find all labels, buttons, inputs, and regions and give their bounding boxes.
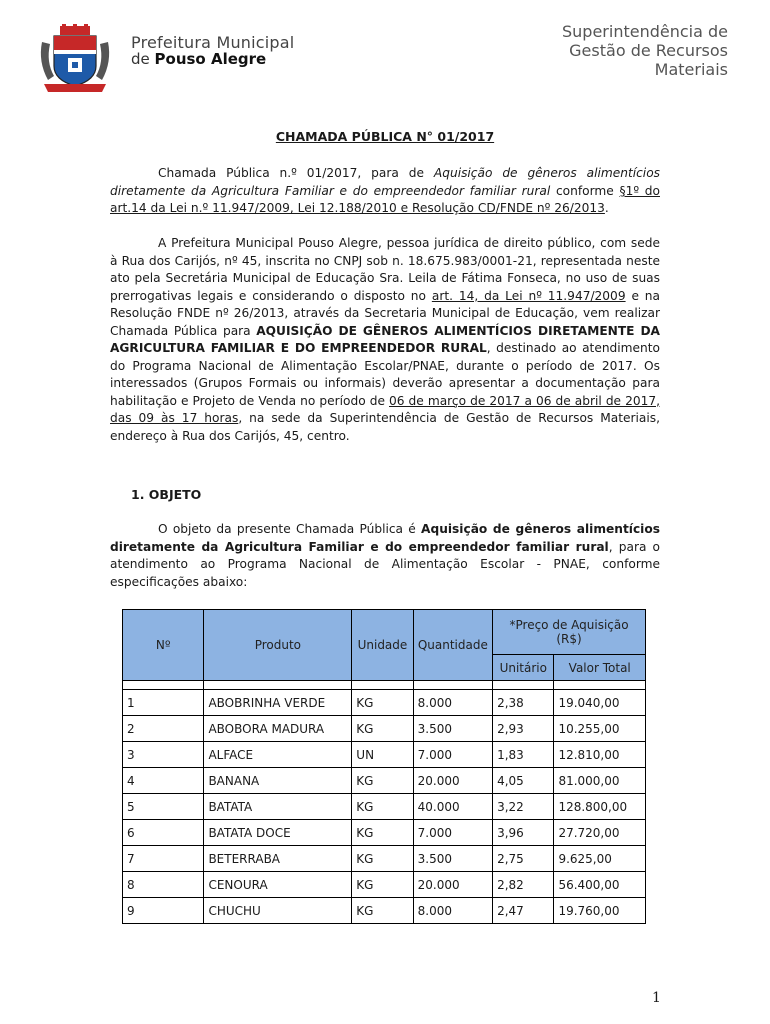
cell-num: 6 — [123, 820, 204, 846]
cell-num: 7 — [123, 846, 204, 872]
col-header-unitario: Unitário — [493, 655, 554, 681]
org-name-line1: Prefeitura Municipal — [131, 33, 295, 52]
cell-produto: BETERRABA — [204, 846, 352, 872]
cell-quantidade: 3.500 — [413, 716, 492, 742]
cell-unidade: KG — [352, 690, 413, 716]
cell-unitario: 3,96 — [493, 820, 554, 846]
cell-num: 2 — [123, 716, 204, 742]
cell-num: 8 — [123, 872, 204, 898]
cell-unitario: 4,05 — [493, 768, 554, 794]
col-header-unidade: Unidade — [352, 610, 413, 681]
cell-num: 1 — [123, 690, 204, 716]
cell-num: 5 — [123, 794, 204, 820]
org-name-line2: de Pouso Alegre — [131, 50, 267, 68]
col-header-produto: Produto — [204, 610, 352, 681]
cell-quantidade: 3.500 — [413, 846, 492, 872]
cell-produto: ABOBRINHA VERDE — [204, 690, 352, 716]
col-header-preco: *Preço de Aquisição (R$) — [493, 610, 646, 655]
cell-unitario: 2,93 — [493, 716, 554, 742]
cell-quantidade: 40.000 — [413, 794, 492, 820]
table-row — [123, 872, 646, 898]
cell-unidade: KG — [352, 716, 413, 742]
cell-unidade: UN — [352, 742, 413, 768]
cell-unidade: KG — [352, 872, 413, 898]
cell-produto: ABOBORA MADURA — [204, 716, 352, 742]
cell-unitario: 1,83 — [493, 742, 554, 768]
cell-unidade: KG — [352, 846, 413, 872]
table-row — [123, 898, 646, 924]
cell-valor-total: 19.760,00 — [554, 898, 646, 924]
table-row — [123, 846, 646, 872]
body-paragraph: A Prefeitura Municipal Pouso Alegre, pessoa jurídica de direito público, com sede à Rua dos Carijós, nº 45, inscrita no CNPJ sob n. 18.675.983/0001-21, representada neste ato pela Secretária Municipal de Educação Sra. Leila de Fátima Fonseca, no uso de suas prerrogativas legais e considerando o disposto no art. 14, da Lei nº 11.947/2009 e na Resolução FNDE nº 26/2013, através da Secretaria Municipal de Educação, vem realizar Chamada Pública para AQUISIÇÃO DE GÊNEROS ALIMENTÍCIOS DIRETAMENTE DA AGRICULTURA FAMILIAR E DO EMPREENDEDOR RURAL, destinado ao atendimento do Programa Nacional de Alimentação Escolar/PNAE, durante o período de 2017. Os interessados (Grupos Formais ou informais) deverão apresentar a documentação para habilitação e Projeto de Venda no período de 06 de março de 2017 a 06 de abril de 2017, das 09 às 17 horas, na sede da Superintendência de Gestão de Recursos Materiais, endereço à Rua dos Carijós, 45, centro. — [110, 236, 660, 443]
cell-quantidade: 8.000 — [413, 690, 492, 716]
cell-valor-total: 81.000,00 — [554, 768, 646, 794]
cell-valor-total: 128.800,00 — [554, 794, 646, 820]
col-header-valor-total: Valor Total — [554, 655, 646, 681]
cell-quantidade: 7.000 — [413, 742, 492, 768]
cell-valor-total: 10.255,00 — [554, 716, 646, 742]
table-row — [123, 690, 646, 716]
cell-num: 4 — [123, 768, 204, 794]
cell-unidade: KG — [352, 898, 413, 924]
cell-produto: CENOURA — [204, 872, 352, 898]
cell-unidade: KG — [352, 794, 413, 820]
cell-valor-total: 9.625,00 — [554, 846, 646, 872]
table-row — [123, 768, 646, 794]
cell-num: 9 — [123, 898, 204, 924]
cell-quantidade: 7.000 — [413, 820, 492, 846]
cell-valor-total: 27.720,00 — [554, 820, 646, 846]
cell-unitario: 2,47 — [493, 898, 554, 924]
products-table — [122, 609, 646, 924]
cell-unitario: 2,75 — [493, 846, 554, 872]
cell-unitario: 2,82 — [493, 872, 554, 898]
document-title: CHAMADA PÚBLICA N° 01/2017 — [275, 129, 495, 144]
cell-quantidade: 20.000 — [413, 872, 492, 898]
city-coat-of-arms-icon — [38, 24, 112, 94]
cell-quantidade: 20.000 — [413, 768, 492, 794]
department-line1: Superintendência de — [562, 22, 728, 41]
cell-produto: BATATA DOCE — [204, 820, 352, 846]
department-name — [562, 22, 728, 79]
section-heading-objeto: 1. OBJETO — [131, 487, 202, 502]
intro-paragraph: Chamada Pública n.º 01/2017, para de Aquisição de gêneros alimentícios diretamente da Agricultura Familiar e do empreendedor familiar rural conforme §1º do art.14 da Lei n.º 11.947/2009, Lei 12.188/2010 e Resolução CD/FNDE nº 26/2013. — [110, 166, 661, 215]
cell-unitario: 2,38 — [493, 690, 554, 716]
department-line3: Materiais — [654, 60, 728, 79]
table-row — [123, 742, 646, 768]
cell-unitario: 3,22 — [493, 794, 554, 820]
cell-unidade: KG — [352, 768, 413, 794]
cell-unidade: KG — [352, 820, 413, 846]
cell-valor-total: 56.400,00 — [554, 872, 646, 898]
cell-produto: BANANA — [204, 768, 352, 794]
objeto-paragraph: O objeto da presente Chamada Pública é Aquisição de gêneros alimentícios diretamente da Agricultura Familiar e do empreendedor familiar rural, para o atendimento ao Programa Nacional de Alimentação Escolar - PNAE, conforme especificações abaixo: — [110, 522, 661, 589]
cell-quantidade: 8.000 — [413, 898, 492, 924]
table-row — [123, 716, 646, 742]
cell-num: 3 — [123, 742, 204, 768]
cell-produto: BATATA — [204, 794, 352, 820]
cell-valor-total: 12.810,00 — [554, 742, 646, 768]
cell-produto: ALFACE — [204, 742, 352, 768]
col-header-quantidade: Quantidade — [413, 610, 492, 681]
col-header-num: Nº — [123, 610, 204, 681]
department-line2: Gestão de Recursos — [569, 41, 728, 60]
table-row — [123, 820, 646, 846]
cell-produto: CHUCHU — [204, 898, 352, 924]
page-number: 1 — [652, 990, 661, 1006]
table-row — [123, 794, 646, 820]
cell-valor-total: 19.040,00 — [554, 690, 646, 716]
